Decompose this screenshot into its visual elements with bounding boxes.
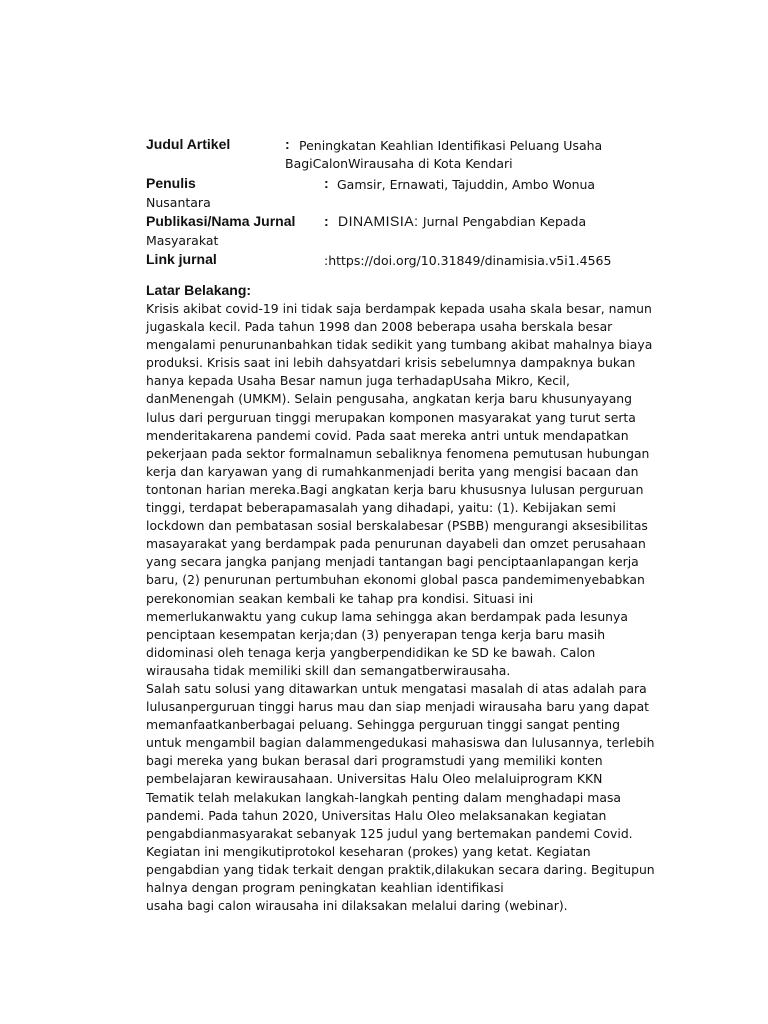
link-label: Link jurnal	[146, 251, 217, 267]
link-row	[146, 251, 646, 284]
body-text-line: memerlukanwaktu yang cukup lama sehingga akan berdampak pada lesunya	[146, 608, 628, 624]
body-text-line: pengabdian yang tidak terkait dengan praktik,dilakukan secara daring. Begitupun	[146, 861, 655, 877]
body-text-line: usaha bagi calon wirausaha ini dilaksakan melalui daring (webinar).	[146, 898, 568, 914]
body-text-line: untuk mengambil bagian dalammengedukasi mahasiswa dan lulusannya, terlebih	[146, 735, 655, 751]
body-text-line: kerja dan karyawan yang di rumahkanmenjadi berita yang mengisi bacaan dan	[146, 463, 639, 479]
penulis-colon: :	[324, 175, 329, 191]
body-text-line: tinggi, terdapat beberapamasalah yang dihadapi, yaitu: (1). Kebijakan semi	[146, 500, 616, 516]
body-text-line: Salah satu solusi yang ditawarkan untuk mengatasi masalah di atas adalah para	[146, 680, 647, 696]
penulis-row	[146, 175, 646, 214]
body-text-line: lulusanperguruan tinggi harus mau dan siap menjadi wirausaha baru yang dapat	[146, 699, 650, 715]
body-text-line: penciptaan kesempatan kerja;dan (3) penyerapan tenga kerja baru masih	[146, 626, 606, 642]
body-text-line: pengabdianmasyarakat sebanyak 125 judul yang bertemakan pandemi Covid.	[146, 825, 633, 841]
body-text-line: hanya kepada Usaha Besar namun juga terhadapUsaha Mikro, Kecil,	[146, 373, 570, 389]
body-text-line: bagi mereka yang bukan berasal dari programstudi yang memiliki konten	[146, 753, 603, 769]
article-metadata	[146, 136, 646, 284]
body-text-line: didominasi oleh tenaga kerja yangberpendidikan ke SD ke bawah. Calon	[146, 644, 596, 660]
body-text-line: yang secara jangka panjang menjadi tantangan bagi penciptaanlapangan kerja	[146, 554, 639, 570]
body-text-line: Krisis akibat covid-19 ini tidak saja berdampak kepada usaha skala besar, namun	[146, 301, 652, 316]
publikasi-label: Publikasi/Nama Jurnal	[146, 213, 296, 229]
publikasi-value-line2: Masyarakat	[146, 233, 219, 248]
penulis-value-line2: Nusantara	[146, 195, 211, 210]
body-text-line: perekonomian seakan kembali ke tahap pra kondisi. Situasi ini	[146, 590, 534, 606]
publikasi-row	[146, 214, 646, 254]
judul-row	[146, 136, 646, 178]
penulis-value-line1: Gamsir, Ernawati, Tajuddin, Ambo Wonua	[337, 177, 596, 192]
body-text-line: halnya dengan program peningkatan keahlian identifikasi	[146, 880, 504, 895]
body-text-line: pandemi. Pada tahun 2020, Universitas Halu Oleo melaksanakan kegiatan	[146, 807, 607, 823]
body-text-line: danMenengah (UMKM). Selain pengusaha, angkatan kerja baru khusunyayang	[146, 391, 632, 407]
judul-value-line2: BagiCalonWirausaha di Kota Kendari	[285, 156, 513, 171]
body-text-line: pembelajaran kewirausahaan. Universitas Halu Oleo melaluiprogram KKN	[146, 771, 603, 787]
judul-label: Judul Artikel	[146, 136, 231, 152]
body-text-line: menderitakarena pandemi covid. Pada saat mereka antri untuk mendapatkan	[146, 427, 629, 443]
penulis-label: Penulis	[146, 175, 196, 191]
body-text-line: jugaskala kecil. Pada tahun 1998 dan 2008 beberapa usaha berskala besar	[146, 319, 613, 335]
body-text-line: pekerjaan pada sektor formalnamun sebaliknya fenomena pemutusan hubungan	[146, 445, 650, 461]
body-text-line: masayarakat yang berdampak pada penurunan dayabeli dan omzet perusahaan	[146, 536, 646, 552]
publikasi-value-line1: Jurnal Pengabdian Kepada	[422, 214, 587, 229]
latar-belakang-section	[146, 282, 656, 915]
publikasi-value-line1-wrap	[338, 213, 586, 231]
judul-colon: :	[285, 136, 290, 152]
judul-value-line1: Peningkatan Keahlian Identifikasi Peluang Usaha	[299, 138, 603, 153]
body-text-line: lulus dari perguruan tinggi merupakan komponen masyarakat yang turut serta	[146, 409, 636, 425]
body-text-line: tontonan harian mereka.Bagi angkatan kerja baru khususnya lulusan perguruan	[146, 481, 644, 497]
section-body	[146, 300, 656, 915]
doi-link[interactable]: :https://doi.org/10.31849/dinamisia.v5i1.4565	[324, 253, 612, 268]
body-text-line: mengalami penurunanbahkan tidak sedikit yang tumbang akibat mahalnya biaya	[146, 337, 653, 353]
body-text-line: baru, (2) penurunan pertumbuhan ekonomi global pasca pandemimenyebabkan	[146, 572, 645, 588]
body-text-line: wirausaha tidak memiliki skill dan semangatberwirausaha.	[146, 662, 511, 678]
section-title: Latar Belakang:	[146, 282, 252, 298]
body-text-line: Tematik telah melakukan langkah-langkah penting dalam menghadapi masa	[146, 789, 621, 805]
body-text-line: memanfaatkanberbagai peluang. Sehingga perguruan tinggi sangat penting	[146, 717, 620, 733]
body-text-line: lockdown dan pembatasan sosial berskalabesar (PSBB) mengurangi aksesibilitas	[146, 518, 648, 534]
body-text-line: Kegiatan ini mengikutiprotokol keseharan (prokes) yang ketat. Kegiatan	[146, 843, 591, 859]
body-text-line: produksi. Krisis saat ini lebih dahsyatdari krisis sebelumnya dampaknya bukan	[146, 355, 636, 371]
journal-name: DINAMISIA:	[338, 213, 419, 229]
publikasi-colon: :	[324, 213, 329, 229]
